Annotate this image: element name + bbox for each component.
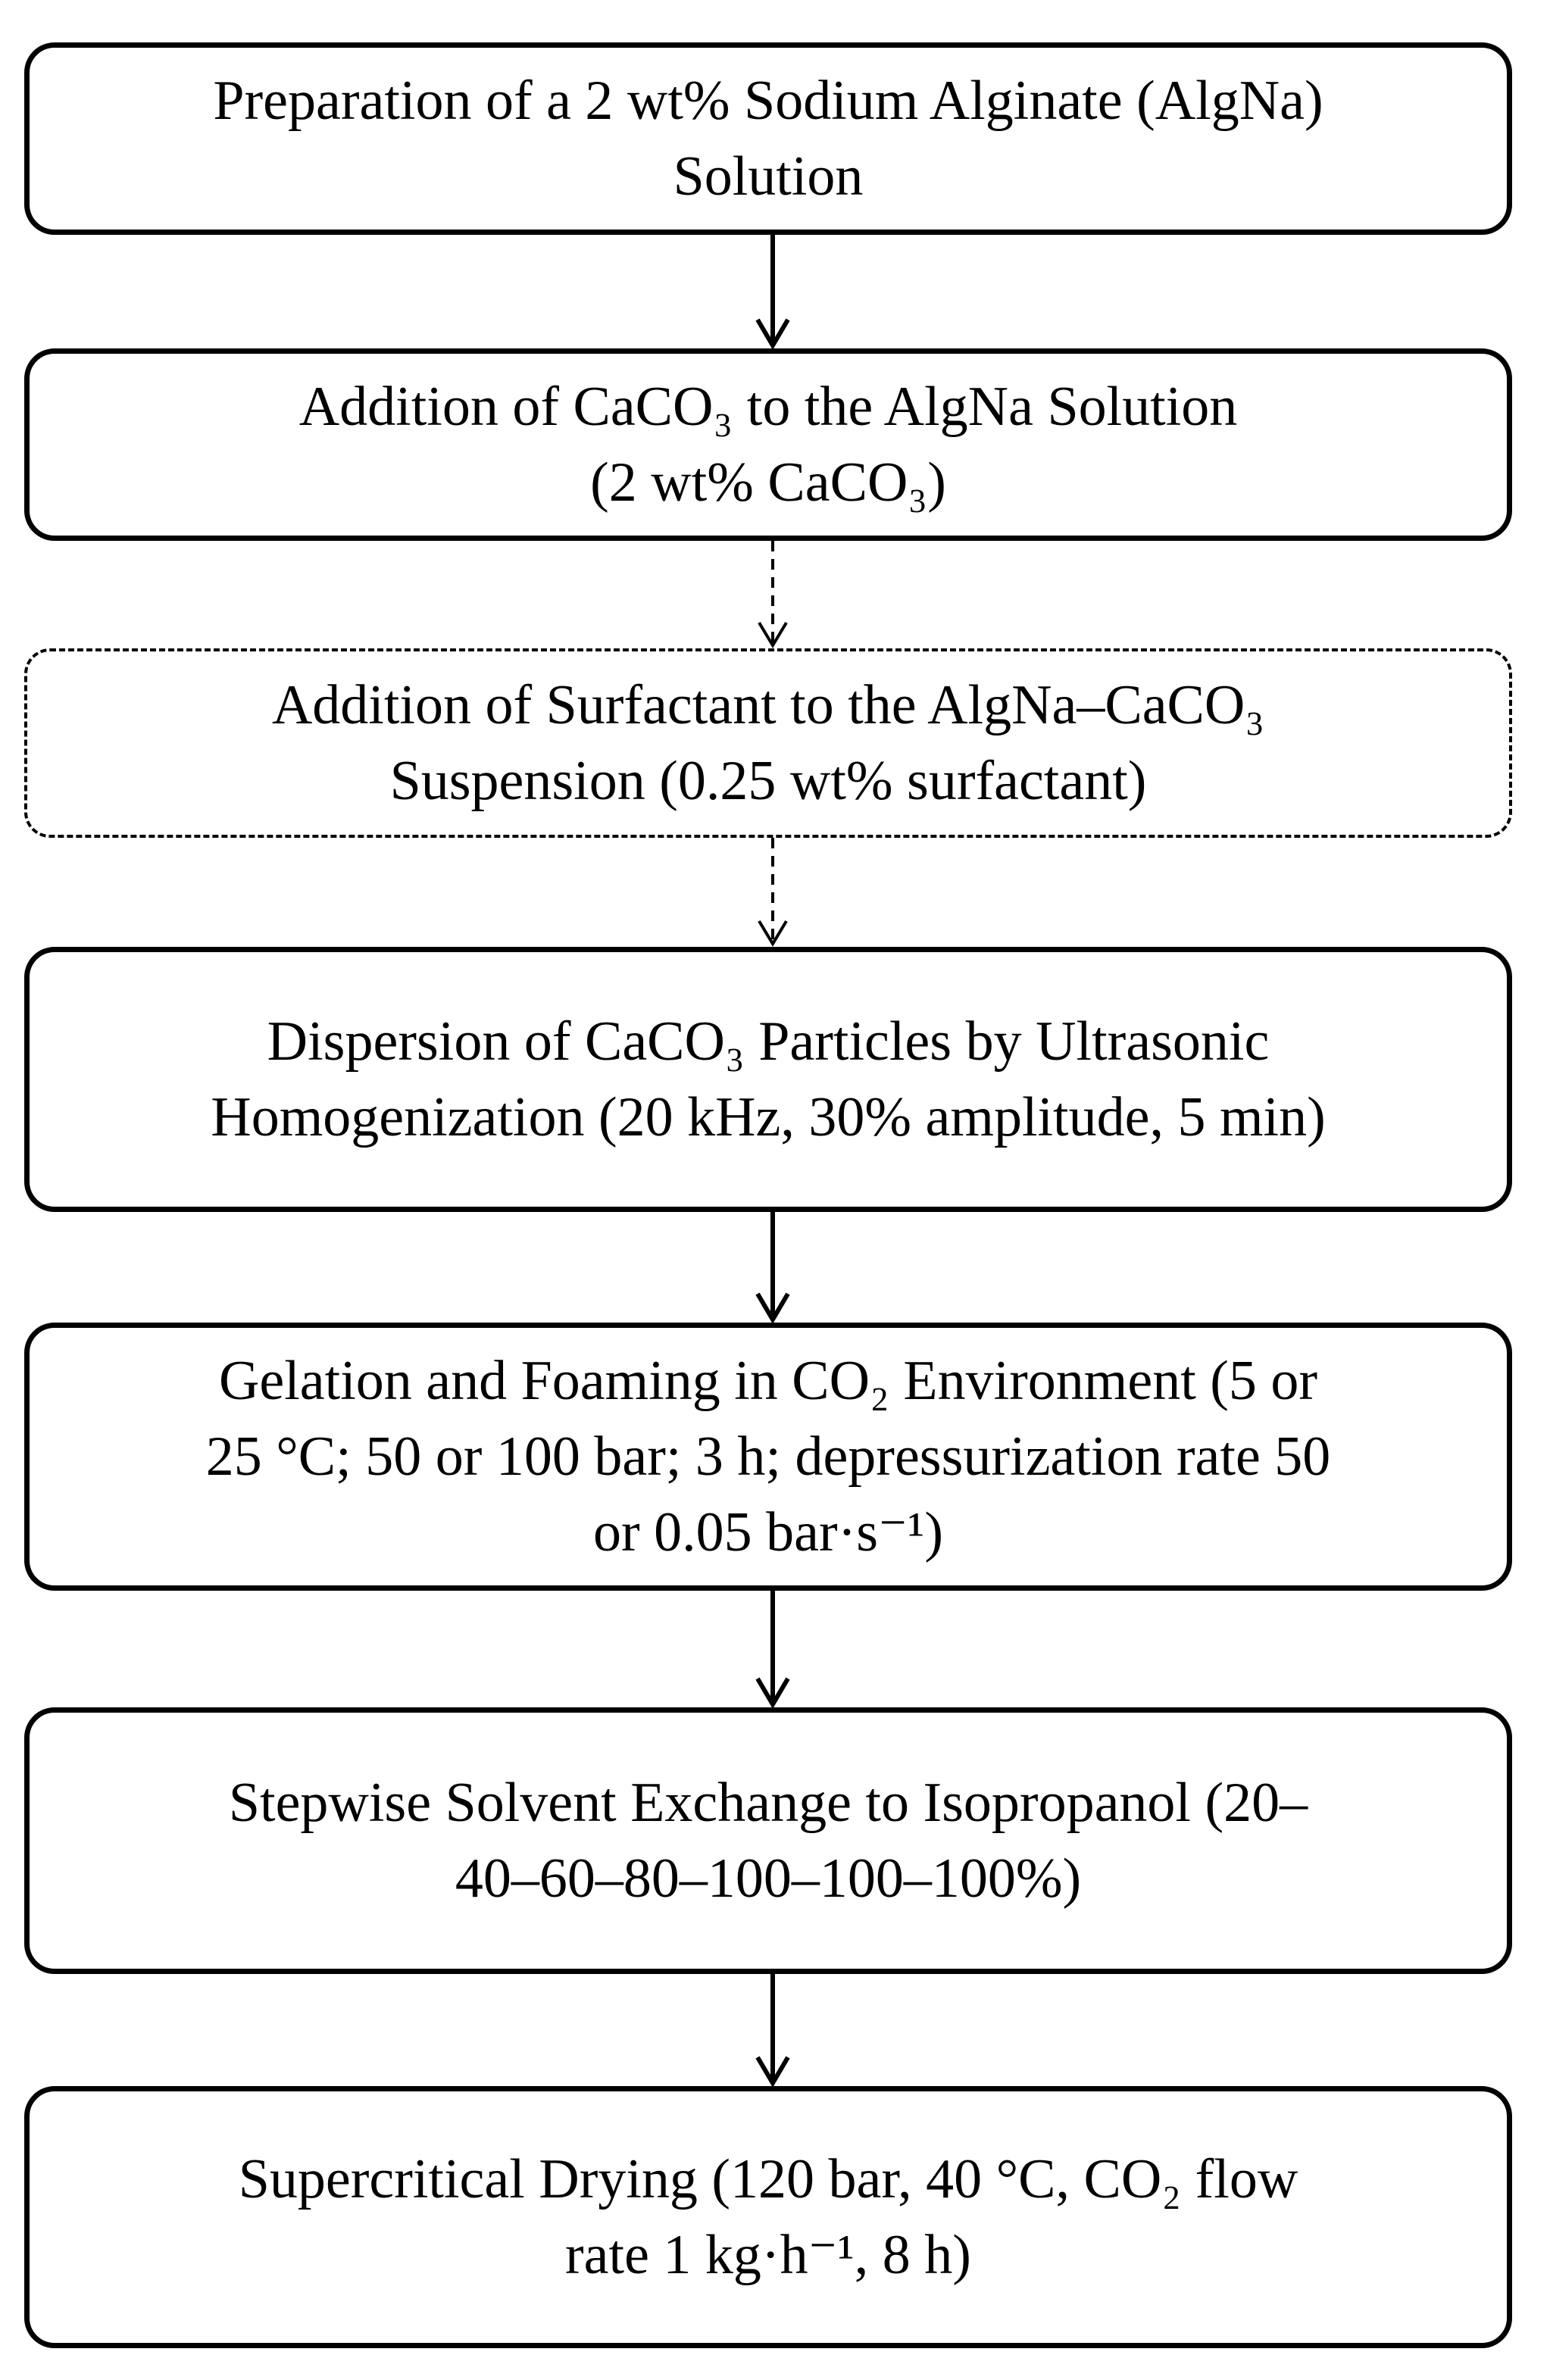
step-text: Addition of CaCO₃ to the AlgNa Solution bbox=[298, 376, 1238, 438]
step-text: Supercritical Drying (120 bar, 40 °C, CO₂ flow bbox=[238, 2148, 1298, 2210]
step-1-box bbox=[24, 42, 1512, 235]
arrow-solid bbox=[755, 1212, 791, 1323]
step-4-box bbox=[24, 947, 1512, 1212]
step-text: 40–60–80–100–100–100%) bbox=[455, 1847, 1082, 1910]
arrow-solid bbox=[755, 1591, 791, 1707]
arrow-solid bbox=[755, 235, 791, 348]
arrow-solid bbox=[755, 1974, 791, 2086]
step-text: Gelation and Foaming in CO₂ Environment (5 or bbox=[218, 1350, 1318, 1412]
step-text: or 0.05 bar·s⁻¹) bbox=[593, 1501, 943, 1563]
step-2-box bbox=[24, 348, 1512, 541]
step-text: Stepwise Solvent Exchange to Isopropanol (20– bbox=[228, 1772, 1308, 1834]
step-text: Suspension (0.25 wt% surfactant) bbox=[389, 750, 1147, 812]
step-text: 25 °C; 50 or 100 bar; 3 h; depressurization rate 50 bbox=[205, 1426, 1331, 1488]
step-text: Homogenization (20 kHz, 30% amplitude, 5 min) bbox=[211, 1086, 1326, 1148]
arrow-dashed bbox=[755, 541, 791, 648]
step-text: Preparation of a 2 wt% Sodium Alginate (AlgNa) bbox=[213, 70, 1323, 132]
step-text: (2 wt% CaCO₃) bbox=[590, 451, 946, 514]
step-7-box bbox=[24, 2086, 1512, 2348]
step-text: Dispersion of CaCO₃ Particles by Ultrasonic bbox=[267, 1010, 1270, 1073]
arrow-dashed bbox=[755, 838, 791, 947]
step-text: Addition of Surfactant to the AlgNa–CaCO₃ bbox=[271, 674, 1265, 736]
step-5-box bbox=[24, 1323, 1512, 1591]
step-text: Solution bbox=[673, 145, 864, 208]
step-3-box-optional bbox=[24, 648, 1512, 838]
step-6-box bbox=[24, 1707, 1512, 1974]
step-text: rate 1 kg·h⁻¹, 8 h) bbox=[565, 2224, 971, 2286]
